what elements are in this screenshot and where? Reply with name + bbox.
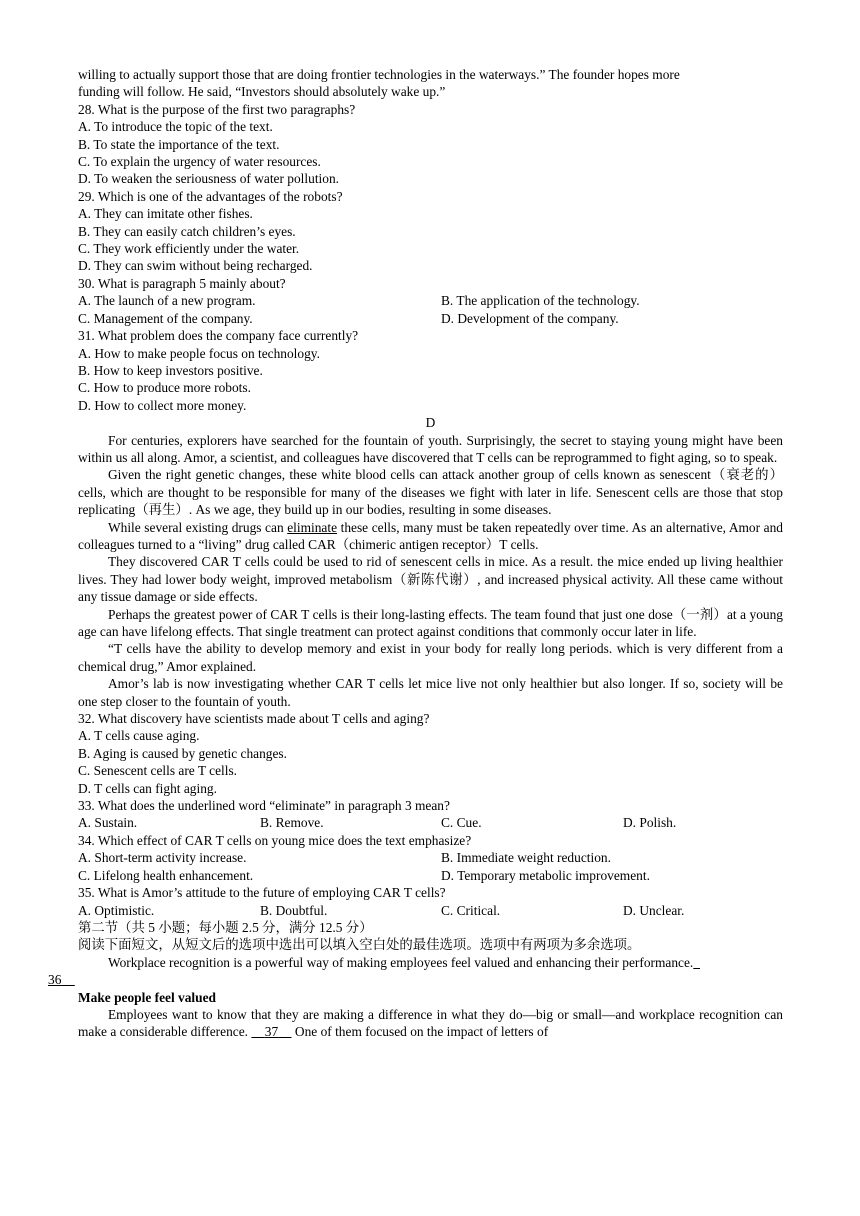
option-b: B. They can easily catch children’s eyes. — [78, 223, 296, 239]
question-29 — [78, 188, 783, 275]
option-c: C. Critical. — [441, 902, 501, 918]
option-a: A. Optimistic. — [78, 902, 155, 918]
option-b: B. How to keep investors positive. — [78, 362, 263, 378]
option-b: B. Remove. — [260, 815, 324, 831]
option-row — [78, 310, 783, 327]
passage-d — [78, 432, 783, 711]
option-row — [78, 849, 783, 866]
option-d: D. They can swim without being recharged. — [78, 258, 313, 274]
paragraph-text: Workplace recognition is a powerful way of making employees feel valued and enhancing their performance. — [108, 954, 694, 970]
option-b: B. To state the importance of the text. — [78, 136, 280, 152]
option-c: C. Senescent cells are T cells. — [78, 763, 238, 779]
option-a: A. Sustain. — [78, 815, 138, 831]
section2-paragraph-1 — [48, 954, 783, 989]
paragraph-6: “T cells have the ability to develop memory and exist in your body for really long periods. which is very different from a chemical drug,” Amor explained. — [78, 641, 783, 674]
paragraph-text: While several existing drugs can — [108, 519, 288, 535]
option-d: D. Unclear. — [623, 902, 685, 918]
question-stem: 31. What problem does the company face currently? — [78, 328, 359, 344]
option-b: B. Immediate weight reduction. — [441, 850, 611, 866]
paragraph-7: Amor’s lab is now investigating whether CAR T cells let mice live not only healthier but also longer. If so, society will be one step closer to the fountain of youth. — [78, 676, 783, 709]
option-c: C. Cue. — [441, 815, 482, 831]
section2-paragraph-2 — [78, 1006, 783, 1041]
option-row — [78, 902, 783, 919]
question-30 — [78, 275, 783, 327]
blank-37 — [251, 1024, 291, 1039]
question-stem: 34. Which effect of CAR T cells on young mice does the text emphasize? — [78, 832, 472, 848]
option-c: C. Lifelong health enhancement. — [78, 867, 254, 883]
blank-36 — [48, 972, 75, 987]
blank-filler — [693, 955, 700, 970]
passage-line: funding will follow. He said, “Investors should absolutely wake up.” — [78, 84, 446, 100]
option-b: B. Doubtful. — [260, 902, 328, 918]
option-a: A. How to make people focus on technology. — [78, 345, 320, 361]
question-31 — [78, 327, 783, 414]
question-stem: 28. What is the purpose of the first two paragraphs? — [78, 101, 356, 117]
option-a: A. They can imitate other fishes. — [78, 206, 253, 222]
question-35 — [78, 884, 783, 919]
paragraph-1: For centuries, explorers have searched for the fountain of youth. Surprisingly, the secret to staying young might have been within us all along. Amor, a scientist, and colleagues have discovered that T cells can be reprogrammed to fight aging, so to speak. — [78, 432, 783, 465]
question-34 — [78, 832, 783, 884]
subheading: Make people feel valued — [78, 989, 216, 1005]
blank-number: 37 — [264, 1024, 279, 1040]
option-c: C. To explain the urgency of water resources. — [78, 154, 321, 170]
paragraph-2: Given the right genetic changes, these white blood cells can attack another group of cells known as senescent（衰老的）cells, which are thought to be responsible for many of the diseases we fight with later in life. Senescent cells are those that stop replicating（再生）. As we age, they build up in our bodies, resulting in some diseases. — [78, 467, 783, 518]
option-row — [78, 867, 783, 884]
passage-c-ending — [78, 66, 783, 101]
exam-page — [48, 66, 783, 1041]
paragraph-5: Perhaps the greatest power of CAR T cells is their long-lasting effects. The team found that just one dose（一剂）at a young age can have lifelong effects. That single treatment can protect against conditions that commonly occur later in life. — [78, 606, 783, 639]
paragraph-4: They discovered CAR T cells could be used to rid of senescent cells in mice. As a result. the mice ended up living healthier lives. They had lower body weight, improved metabolism（新陈代谢）, and increased physical activity. All these came without any tissue damage or side effects. — [78, 554, 783, 605]
option-d: D. How to collect more money. — [78, 397, 247, 413]
question-28 — [78, 101, 783, 188]
passage-line: willing to actually support those that are doing frontier technologies in the waterways.” The founder hopes more — [78, 67, 680, 82]
option-a: A. T cells cause aging. — [78, 728, 200, 744]
option-d: D. To weaken the seriousness of water pollution. — [78, 171, 339, 187]
option-b: B. Aging is caused by genetic changes. — [78, 745, 287, 761]
section-heading: 第二节（共 5 小题；每小题 2.5 分，满分 12.5 分） — [78, 919, 373, 935]
question-32 — [78, 710, 783, 797]
section-letter-d: D — [425, 415, 436, 431]
option-a: A. Short-term activity increase. — [78, 850, 247, 866]
option-row — [78, 814, 783, 831]
option-d: D. T cells can fight aging. — [78, 780, 217, 796]
option-c: C. Management of the company. — [78, 310, 253, 326]
option-row — [78, 292, 783, 309]
question-stem: 32. What discovery have scientists made about T cells and aging? — [78, 711, 430, 727]
question-stem: 35. What is Amor’s attitude to the future of employing CAR T cells? — [78, 885, 446, 901]
blank-number: 36 — [48, 972, 62, 988]
option-a: A. To introduce the topic of the text. — [78, 119, 273, 135]
paragraph-3 — [78, 519, 783, 554]
paragraph-text: these cells, many must be taken repeatedly over time. As an alternative, Amor and colleagues turned to a “living” drug called CAR（chimeric antigen receptor）T cells. — [78, 519, 783, 552]
option-c: C. They work efficiently under the water. — [78, 241, 300, 257]
option-d: D. Polish. — [623, 815, 677, 831]
underlined-word: eliminate — [287, 519, 338, 535]
paragraph-text: One of them focused on the impact of letters of — [294, 1024, 549, 1040]
option-b: B. The application of the technology. — [441, 293, 640, 309]
question-33 — [78, 797, 783, 832]
question-stem: 30. What is paragraph 5 mainly about? — [78, 275, 286, 291]
option-d: D. Temporary metabolic improvement. — [441, 867, 650, 883]
section-instruction: 阅读下面短文，从短文后的选项中选出可以填入空白处的最佳选项。选项中有两项为多余选项。 — [78, 937, 641, 953]
option-d: D. Development of the company. — [441, 310, 619, 326]
question-stem: 33. What does the underlined word “eliminate” in paragraph 3 mean? — [78, 798, 450, 814]
paragraph-text: Employees want to know that they are making a difference in what they do—big or small—and workplace recognition can make a considerable difference. — [78, 1006, 783, 1040]
option-a: A. The launch of a new program. — [78, 293, 256, 309]
question-stem: 29. Which is one of the advantages of the robots? — [78, 188, 343, 204]
option-c: C. How to produce more robots. — [78, 380, 251, 396]
